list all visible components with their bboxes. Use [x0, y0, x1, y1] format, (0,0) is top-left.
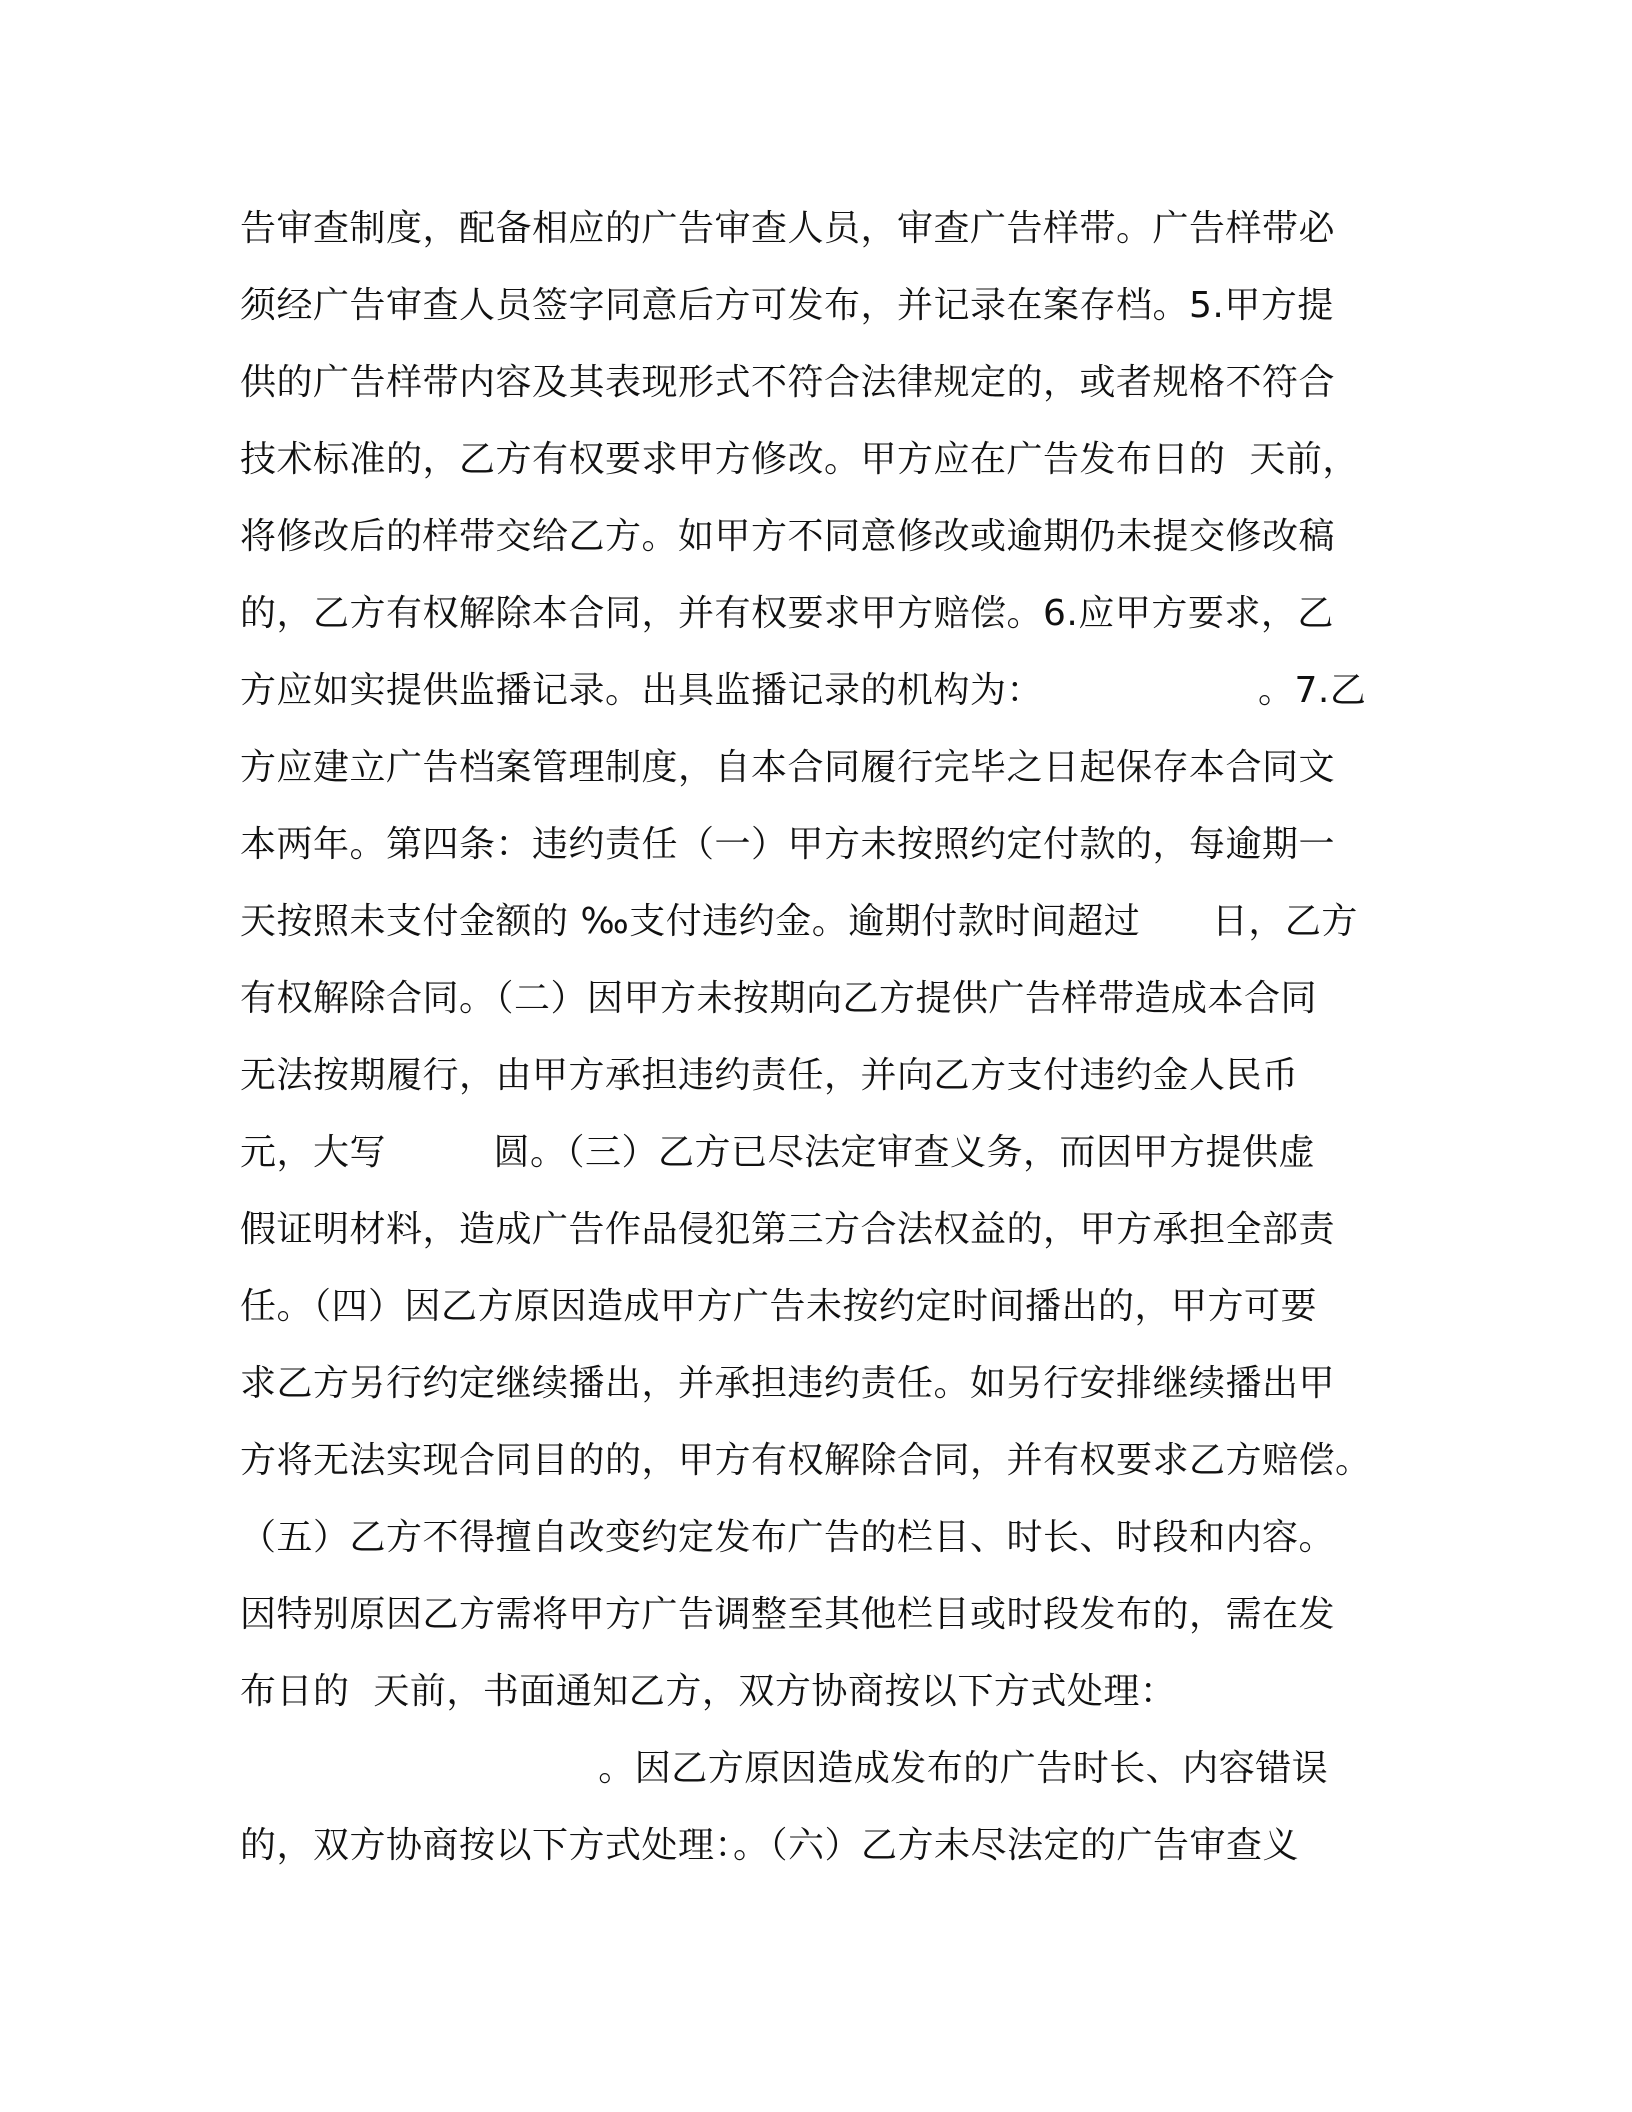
text-line-14: 假证明材料，造成广告作品侵犯第三方合法权益的，甲方承担全部责: [240, 1209, 1336, 1250]
text-line-2: 须经广告审查人员签字同意后方可发布，并记录在案存档。5.甲方提: [240, 285, 1334, 326]
text-line-7: 方应如实提供监播记录。出具监播记录的机构为： 。7.乙: [240, 670, 1367, 711]
text-line-8: 方应建立广告档案管理制度，自本合同履行完毕之日起保存本合同文: [240, 747, 1336, 788]
text-line-20: 布日的 天前，书面通知乙方，双方协商按以下方式处理：: [240, 1671, 1177, 1712]
text-line-19: 因特别原因乙方需将甲方广告调整至其他栏目或时段发布的，需在发: [240, 1594, 1336, 1635]
text-line-21: 。因乙方原因造成发布的广告时长、内容错误: [240, 1748, 1329, 1789]
text-line-9: 本两年。第四条：违约责任（一）甲方未按照约定付款的，每逾期一: [240, 824, 1336, 865]
text-line-5: 将修改后的样带交给乙方。如甲方不同意修改或逾期仍未提交修改稿: [240, 516, 1336, 557]
text-line-18: （五）乙方不得擅自改变约定发布广告的栏目、时长、时段和内容。: [240, 1517, 1336, 1558]
text-line-17: 方将无法实现合同目的的，甲方有权解除合同，并有权要求乙方赔偿。: [240, 1440, 1372, 1481]
text-line-22: 的，双方协商按以下方式处理：。（六）乙方未尽法定的广告审查义: [240, 1825, 1300, 1866]
text-line-12: 无法按期履行，由甲方承担违约责任，并向乙方支付违约金人民币: [240, 1055, 1299, 1096]
text-line-15: 任。（四）因乙方原因造成甲方广告未按约定时间播出的，甲方可要: [240, 1286, 1318, 1327]
contract-body-text: [240, 190, 1390, 1884]
text-line-13: 元，大写 圆。（三）乙方已尽法定审查义务，而因甲方提供虚: [240, 1132, 1315, 1173]
text-line-3: 供的广告样带内容及其表现形式不符合法律规定的，或者规格不符合: [240, 362, 1336, 403]
text-line-11: 有权解除合同。（二）因甲方未按期向乙方提供广告样带造成本合同: [240, 978, 1318, 1019]
text-line-4: 技术标准的，乙方有权要求甲方修改。甲方应在广告发布日的 天前，: [240, 439, 1359, 480]
text-line-10: 天按照未支付金额的 ‰支付违约金。逾期付款时间超过 日，乙方: [240, 901, 1358, 942]
text-line-1: 告审查制度，配备相应的广告审查人员，审查广告样带。广告样带必: [240, 208, 1336, 249]
text-line-16: 求乙方另行约定继续播出，并承担违约责任。如另行安排继续播出甲: [240, 1363, 1336, 1404]
text-line-6: 的，乙方有权解除本合同，并有权要求甲方赔偿。6.应甲方要求，乙: [240, 593, 1334, 634]
